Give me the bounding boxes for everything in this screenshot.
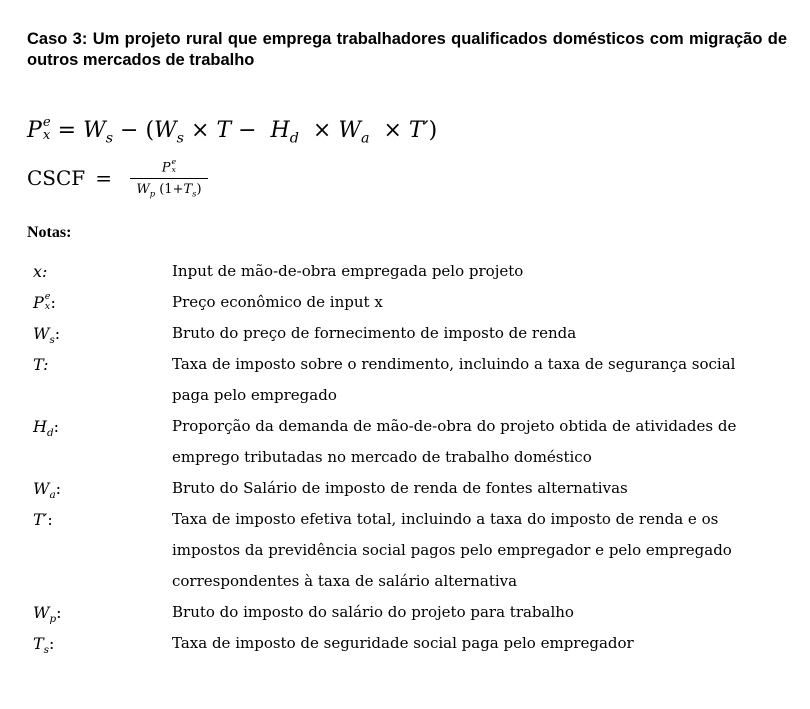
note-symbol: P e x :	[33, 290, 56, 312]
note-symbol: $H_d$:	[33, 417, 59, 440]
case-heading: Caso 3: Um projeto rural que emprega trabalhadores qualificados domésticos com migração de outros mercados de trabalho	[27, 30, 787, 69]
note-row	[33, 597, 773, 628]
note-description: Bruto do Salário de imposto de renda de fontes alternativas	[172, 479, 628, 497]
note-row	[33, 504, 773, 597]
note-description: Bruto do preço de fornecimento de imposto de renda	[172, 324, 577, 342]
cscf-label: CSCF	[27, 166, 86, 191]
note-symbol: $T_s$:	[33, 634, 55, 657]
note-row	[33, 628, 773, 659]
note-description: Preço econômico de input x	[172, 293, 383, 311]
note-symbol: x:	[33, 262, 48, 281]
note-symbol: T′:	[33, 510, 53, 529]
note-description: Bruto do imposto do salário do projeto para trabalho	[172, 603, 574, 621]
note-description: Taxa de imposto sobre o rendimento, incluindo a taxa de segurança social paga pelo empregado	[172, 355, 736, 404]
note-row	[33, 473, 773, 504]
note-symbol: $W_p$:	[33, 603, 62, 626]
cscf-fraction: P e x $W_p$ $(1+T_s)$	[130, 160, 208, 197]
note-symbol: $W_s$:	[33, 324, 61, 347]
note-row	[33, 318, 773, 349]
note-description: Input de mão-de-obra empregada pelo projeto	[172, 262, 524, 280]
note-description: Taxa de imposto de seguridade social paga pelo empregador	[172, 634, 634, 652]
economic-price-equation: P e x = $W_s - (W_s \times T - H_d \times W_a \times T')$	[27, 115, 438, 147]
note-symbol: T:	[33, 355, 49, 374]
note-description: Proporção da demanda de mão-de-obra do projeto obtida de atividades de emprego tributadas no mercado de trabalho doméstico	[172, 417, 737, 466]
note-row	[33, 256, 773, 287]
note-symbol: $W_a$:	[33, 479, 62, 502]
note-row	[33, 349, 773, 411]
cscf-equation: CSCF = P e x $W_p$ $(1+T_s)$	[27, 160, 208, 197]
note-row	[33, 287, 773, 318]
note-row	[33, 411, 773, 473]
note-description: Taxa de imposto efetiva total, incluindo a taxa do imposto de renda e os impostos da previdência social pagos pelo empregador e pelo empregado correspondentes à taxa de salário alternativa	[172, 510, 732, 590]
notes-title: Notas:	[27, 224, 72, 241]
notes-list	[33, 256, 773, 659]
